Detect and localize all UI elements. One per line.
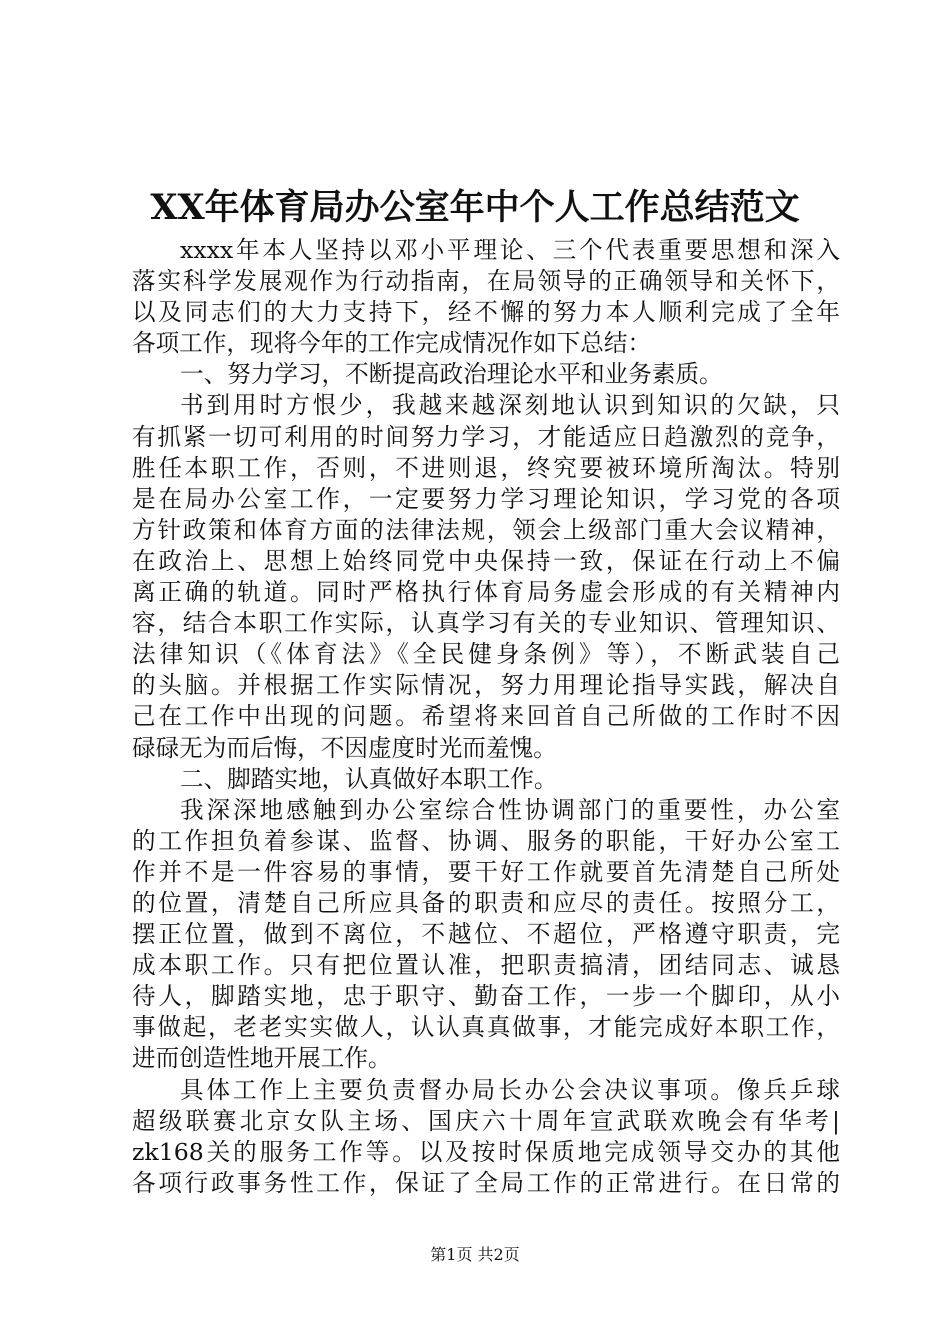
paragraph-line: 待人，脚踏实地，忠于职守、勤奋工作，一步一个脚印，从小: [132, 982, 840, 1011]
paragraph-line: 是在局办公室工作，一定要努力学习理论知识，学习党的各项: [132, 484, 840, 513]
paragraph-line: 进而创造性地开展工作。: [132, 1044, 392, 1073]
paragraph-line: 摆正位置，做到不离位，不越位、不超位，严格遵守职责，完: [132, 920, 840, 949]
document-body: [132, 235, 840, 1199]
paragraph-line: 己在工作中出现的问题。希望将来回首自己所做的工作时不因: [132, 702, 840, 731]
page-number: 第1页 共2页: [430, 1245, 520, 1264]
paragraph-line: 我深深地感触到办公室综合性协调部门的重要性，办公室: [180, 795, 840, 824]
paragraph-line: 书到用时方恨少，我越来越深刻地认识到知识的欠缺，只: [180, 391, 840, 420]
paragraph-line: 碌碌无为而后悔，不因虚度时光而羞愧。: [132, 733, 557, 762]
paragraph-line: 以及同志们的大力支持下，经不懈的努力本人顺利完成了全年: [132, 298, 840, 327]
paragraph-line: 方针政策和体育方面的法律法规，领会上级部门重大会议精神，: [132, 515, 840, 544]
paragraph-line: 成本职工作。只有把位置认准，把职责搞清，团结同志、诚恳: [132, 951, 840, 980]
document-title: XX年体育局办公室年中个人工作总结范文: [150, 187, 800, 228]
paragraph-line: 各项行政事务性工作，保证了全局工作的正常进行。在日常的: [132, 1168, 840, 1197]
paragraph-line: zk168关的服务工作等。以及按时保质地完成领导交办的其他: [132, 1137, 840, 1166]
paragraph-line: 事做起，老老实实做人，认认真真做事，才能完成好本职工作，: [132, 1013, 840, 1042]
paragraph-line: 落实科学发展观作为行动指南，在局领导的正确领导和关怀下，: [132, 267, 840, 296]
paragraph-line: 具体工作上主要负责督办局长办公会决议事项。像兵乒球: [180, 1075, 840, 1104]
paragraph-line: 法律知识（《体育法》《全民健身条例》等），不断武装自己: [132, 640, 840, 669]
paragraph-line: 胜任本职工作，否则，不进则退，终究要被环境所淘汰。特别: [132, 453, 840, 482]
paragraph-line: 作并不是一件容易的事情，要干好工作就要首先清楚自己所处: [132, 857, 840, 886]
paragraph-line: 离正确的轨道。同时严格执行体育局务虚会形成的有关精神内: [132, 578, 840, 607]
paragraph-line: xxxx年本人坚持以邓小平理论、三个代表重要思想和深入: [180, 236, 840, 264]
paragraph-line: 在政治上、思想上始终同党中央保持一致，保证在行动上不偏: [132, 546, 840, 575]
paragraph-line: 各项工作，现将今年的工作完成情况作如下总结：: [132, 329, 652, 358]
section-heading: 二、脚踏实地，认真做好本职工作。: [180, 764, 558, 793]
paragraph-line: 的头脑。并根据工作实际情况，努力用理论指导实践，解决自: [132, 671, 840, 700]
paragraph-line: 有抓紧一切可利用的时间努力学习，才能适应日趋激烈的竞争，: [132, 422, 840, 451]
paragraph-line: 的工作担负着参谋、监督、协调、服务的职能，干好办公室工: [132, 826, 840, 855]
section-heading: 一、努力学习，不断提高政治理论水平和业务素质。: [180, 360, 723, 389]
paragraph-line: 容，结合本职工作实际，认真学习有关的专业知识、管理知识、: [132, 609, 840, 638]
paragraph-line: 超级联赛北京女队主场、国庆六十周年宣武联欢晚会有华考|: [132, 1106, 840, 1135]
paragraph-line: 的位置，清楚自己所应具备的职责和应尽的责任。按照分工，: [132, 888, 840, 917]
